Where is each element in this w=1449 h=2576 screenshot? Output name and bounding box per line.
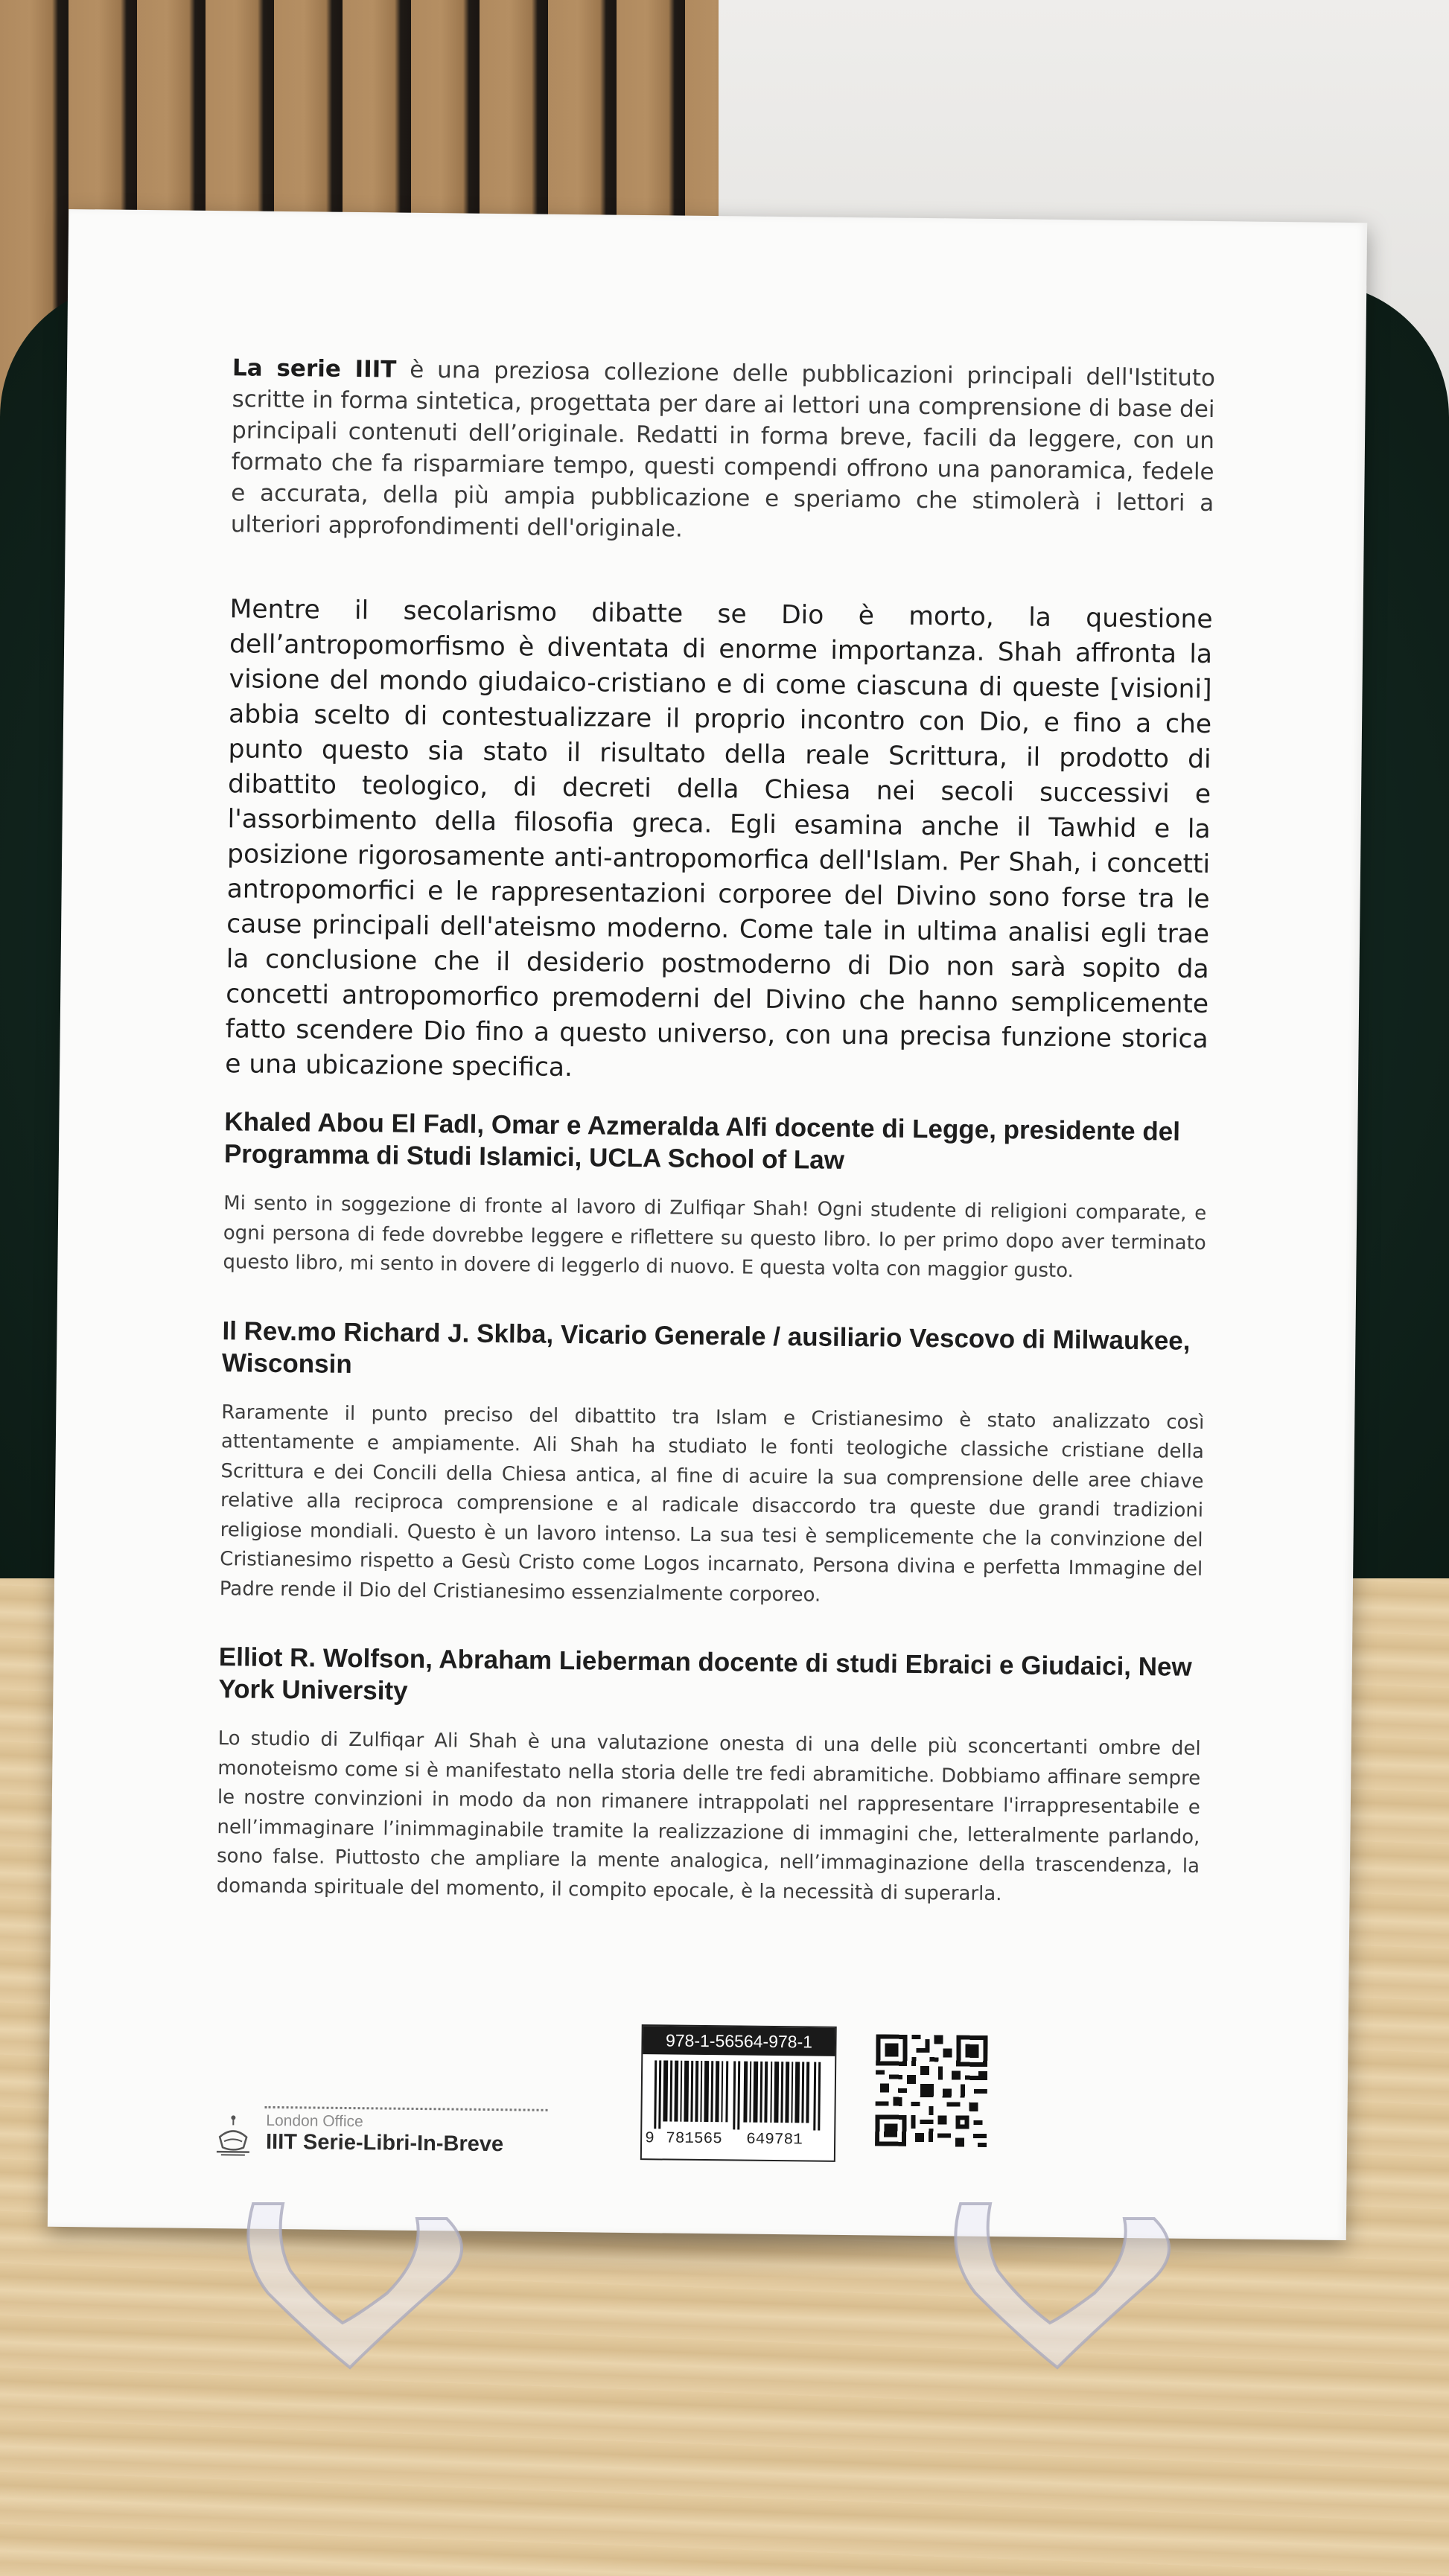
review [223,1106,1207,1287]
review-author: Khaled Abou El Fadl, Omar e Azmeralda Alfi docente di Legge, presidente del Programma di Studi Islamici, UCLA School of Law [223,1107,1181,1175]
acrylic-stand [0,2189,1449,2397]
barcode-digit-group: 649781 [746,2131,803,2149]
publisher-imprint [214,2098,557,2161]
book-summary: Mentre il secolarismo dibatte se Dio è morto, la questione dell’antropomorfismo è diventata di enorme importanza. Shah affronta la visione del mondo giudaico-cristiano e di come ciascuna di queste [visioni] abbia scelto di contestualizzare il proprio incontro con Dio, e fino a che punto questo sia stato il risultato della reale Scrittura, il prodotto di dibattito teologico, di decreti della Chiesa nei secoli successivi e l'assorbimento della filosofia greca. Egli esamina anche il Tawhid e la posizione rigorosamente anti-antropomorfica dell'Islam. Per Shah, i concetti antropomorfici e le rappresentazioni corporee del Divino sono forse tra le cause principali dell'ateismo moderno. Come tale in ultima analisi egli trae la conclusione che il desiderio postmoderno di Dio non sarà sopito da concetti antropomorfico premoderni del Divino che hanno semplicemente fatto scendere Dio fino a questo universo, con una precisa funzione storica e una ubicazione specifica. [225,594,1213,1083]
review-author: Il Rev.mo Richard J. Sklba, Vicario Generale / ausiliario Vescovo di Milwaukee, Wisconsin [221,1316,1191,1379]
isbn-barcode [640,2024,837,2162]
cover-text [216,352,1215,1948]
review-text: Raramente il punto preciso del dibattito tra Islam e Cristianesimo è stato analizzato così attentamente e ampiamente. Ali Shah ha studiato le fonti teologiche classiche cristiane della Scrittura e dei Concili della Chiesa antica, al fine di acuire la sua comprensione delle aree chiave relative alla reciproca comprensione e al radicale disaccordo tra queste due grandi tradizioni religiose mondiali. Questo è un lavoro intenso. La sua tesi è semplicemente che la convinzione del Cristianesimo rispetto a Gesù Cristo come Logos incarnato, Persona divina e perfetta Immagine del Padre rende il Dio del Cristianesimo essenzialmente corporeo. [219,1400,1205,1607]
review [216,1641,1202,1911]
book-back-cover [48,209,1367,2240]
barcode-digits [642,2130,834,2149]
barcode-digit: 9 [645,2130,655,2148]
series-intro [231,352,1216,550]
barcode-digit-group: 781565 [666,2130,722,2149]
qr-code-icon [875,2034,988,2147]
publisher-office: London Office [266,2111,363,2131]
series-intro-text: è una preziosa collezione delle pubblicazioni principali dell'Istituto scritte in forma sintetica, progettata per dare ai lettori una comprensione di base dei principali contenuti dell’originale. Redatti in forma breve, facili da leggere, con un formato che fa risparmiare tempo, questi compendi offrono una panoramica, fedele e accurata, della più ampia pubblicazione e speriamo che stimolerà i lettori a ulteriori approfondimenti dell'originale. [230,356,1216,543]
review-text: Lo studio di Zulfiqar Ali Shah è una valutazione onesta di una delle più sconcertanti ombre del monoteismo come si è manifestato nella storia delle tre fedi abramitiche. Dobbiamo affinare sempre le nostre convinzioni in modo da non rimanere intrappolati nel rappresentare l'irrappresentabile e nell’immaginare l’inimmaginabile tramite la realizzazione di immagini che, letteralmente parlando, sono false. Piuttosto che ampliare la mente analogica, nell’immaginazione della trascendenza, la domanda spirituale del momento, il compito epocale, è la necessità di superarla. [216,1727,1201,1905]
lamp-logo-icon [214,2114,253,2157]
review-author: Elliot R. Wolfson, Abraham Lieberman docente di studi Ebraici e Giudaici, New York University [218,1642,1192,1706]
review-text: Mi sento in soggezione di fronte al lavoro di Zulfiqar Shah! Ogni studente di religioni comparate, e ogni persona di fede dovrebbe leggere e riflettere su questo libro. Io per primo dopo aver terminato questo libro, mi sento in dovere di leggerlo di nuovo. E questa volta con maggior gusto. [223,1192,1207,1283]
divider [265,2106,548,2111]
review [220,1315,1206,1614]
series-intro-lead: La serie IIIT [232,354,397,383]
publisher-series: IIIT Serie-Libri-In-Breve [265,2129,504,2157]
barcode-icon [648,2060,829,2131]
isbn-label: 978-1-56564-978-1 [643,2026,835,2056]
